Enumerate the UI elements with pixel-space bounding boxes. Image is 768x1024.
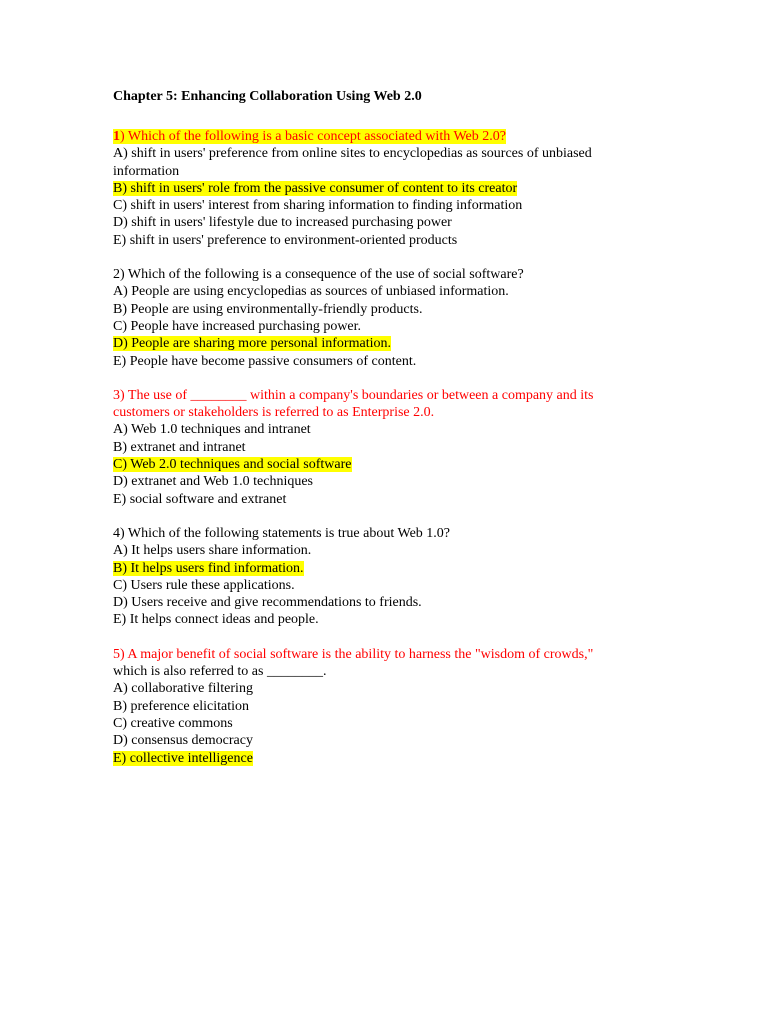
question-stem [113, 525, 673, 542]
answer-option: B) preference elicitation [113, 698, 250, 714]
question-stem-text: ) A major benefit of social software is the ability to harness the "wisdom of crowds," [120, 646, 594, 662]
answer-option: C) shift in users' interest from sharing information to finding information [113, 198, 523, 214]
question-number: 4 [113, 525, 120, 541]
question-number: 1 [113, 129, 120, 144]
question-stem-continuation: which is also referred to as ________. [113, 664, 327, 680]
question-stem [113, 646, 673, 663]
question-stem-text: ) Which of the following statements is true about Web 1.0? [120, 525, 451, 541]
question-1 [113, 128, 673, 249]
correct-answer-highlight: B) shift in users' role from the passive consumer of content to its creator [113, 180, 518, 196]
answer-option-correct [113, 750, 673, 767]
answer-option: B) People are using environmentally-friendly products. [113, 301, 423, 317]
answer-option: B) extranet and intranet [113, 439, 246, 455]
question-stem-continuation: customers or stakeholders is referred to as Enterprise 2.0. [113, 405, 435, 421]
question-stem-text: ) Which of the following is a consequence of the use of social software? [120, 267, 524, 283]
question-stem-text: ) The use of ________ within a company's boundaries or between a company and its [120, 387, 594, 403]
question-2 [113, 266, 673, 370]
answer-option: E) social software and extranet [113, 491, 287, 507]
chapter-title: Chapter 5: Enhancing Collaboration Using Web 2.0 [113, 89, 422, 104]
answer-option-correct [113, 180, 673, 197]
question-3 [113, 387, 673, 508]
question-number: 2 [113, 267, 120, 283]
answer-option: C) People have increased purchasing power. [113, 318, 362, 334]
answer-option: A) It helps users share information. [113, 543, 312, 559]
answer-option: D) consensus democracy [113, 733, 253, 749]
question-stem-text: ) Which of the following is a basic concept associated with Web 2.0? [120, 129, 506, 144]
stem-highlight [113, 129, 506, 144]
question-5 [113, 646, 673, 767]
question-stem [113, 387, 673, 404]
correct-answer-highlight: D) People are sharing more personal information. [113, 336, 391, 352]
answer-option: E) People have become passive consumers of content. [113, 353, 417, 369]
answer-option-continuation: information [113, 163, 180, 179]
answer-option-correct [113, 560, 673, 577]
answer-option: D) Users receive and give recommendations to friends. [113, 595, 422, 611]
answer-option: E) shift in users' preference to environment-oriented products [113, 232, 458, 248]
answer-option: E) It helps connect ideas and people. [113, 612, 319, 628]
answer-option: C) Users rule these applications. [113, 577, 295, 593]
correct-answer-highlight: E) collective intelligence [113, 750, 253, 766]
answer-option-correct [113, 456, 673, 473]
answer-option: A) People are using encyclopedias as sources of unbiased information. [113, 284, 509, 300]
answer-option: C) creative commons [113, 715, 233, 731]
answer-option: D) extranet and Web 1.0 techniques [113, 474, 313, 490]
correct-answer-highlight: C) Web 2.0 techniques and social software [113, 457, 352, 473]
question-4 [113, 525, 673, 629]
question-stem [113, 266, 673, 283]
answer-option: A) shift in users' preference from online sites to encyclopedias as sources of unbiased [113, 146, 592, 162]
answer-option-correct [113, 335, 673, 352]
correct-answer-highlight: B) It helps users find information. [113, 560, 304, 576]
question-number: 3 [113, 387, 120, 403]
question-stem [113, 128, 673, 145]
document-page [113, 88, 673, 784]
answer-option: A) Web 1.0 techniques and intranet [113, 422, 311, 438]
question-number: 5 [113, 646, 120, 662]
answer-option: A) collaborative filtering [113, 681, 253, 697]
answer-option: D) shift in users' lifestyle due to increased purchasing power [113, 215, 452, 231]
